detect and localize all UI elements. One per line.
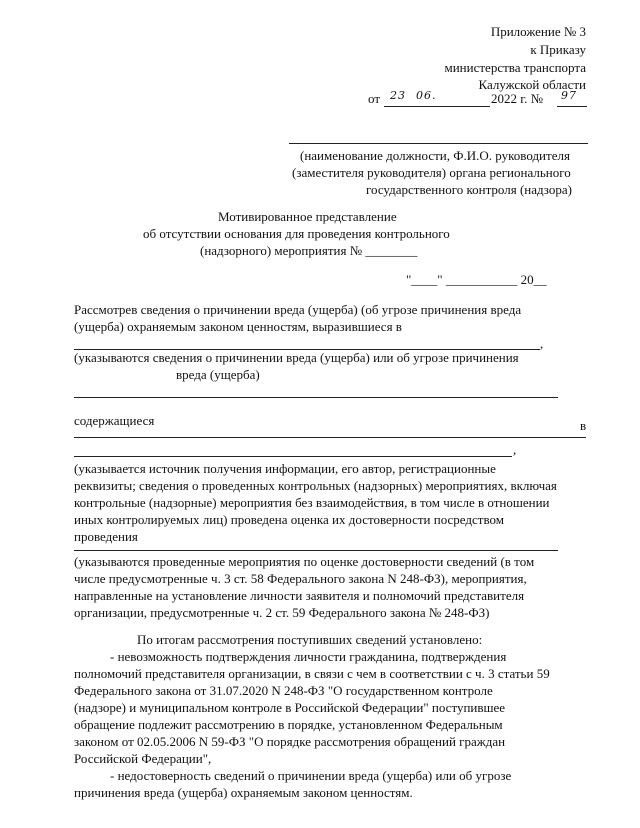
caption3-line1: (указываются проведенные мероприятия по оценке достоверности сведений (в том xyxy=(74,554,535,569)
caption3-line3: направленные на установление личности заявителя и полномочий представителя xyxy=(74,588,525,603)
fill-line-4 xyxy=(74,456,512,457)
comma-2: , xyxy=(513,442,517,457)
header-order: к Приказу xyxy=(530,42,586,57)
item1-line6: законом от 02.05.2006 N 59-ФЗ "О порядке рассмотрения обращений граждан xyxy=(74,734,506,749)
caption3-line2: числе предусмотренные ч. 3 ст. 58 Федерального закона N 248-ФЗ), мероприятия, xyxy=(74,571,527,586)
doc-title-3: (надзорного) мероприятия № ________ xyxy=(200,243,418,258)
number-underline xyxy=(557,106,587,107)
caption2-line4: иных контролируемых лиц) проведена оценка их достоверности посредством xyxy=(74,512,504,527)
caption2-line3: контрольные (надзорные) мероприятия без взаимодействия, в том числе в отношении xyxy=(74,495,550,510)
caption2-line1: (указывается источник получения информации, его автор, регистрационные xyxy=(74,461,496,476)
date-prefix: от xyxy=(368,91,381,106)
addressee-caption-2: (заместителя руководителя) органа регионального xyxy=(292,165,571,180)
item1-line5: обращение подлежит рассмотрению в порядке, установленном Федеральным xyxy=(74,717,503,732)
comma-1: , xyxy=(540,336,544,351)
contained-label: содержащиеся xyxy=(74,413,155,428)
doc-title-1: Мотивированное представление xyxy=(218,209,397,224)
fill-line-5 xyxy=(74,550,558,551)
addressee-caption-3: государственного контроля (надзора) xyxy=(366,182,572,197)
addressee-line xyxy=(289,143,588,144)
item1-line1: - невозможность подтверждения личности гражданина, подтверждения xyxy=(110,649,507,664)
findings-intro: По итогам рассмотрения поступивших сведений установлено: xyxy=(137,632,483,647)
item1-line2: полномочий представителя организации, в связи с чем в соответствии с ч. 3 статьи 59 xyxy=(74,666,550,681)
fill-line-2 xyxy=(74,397,558,398)
item2-line1: - недостоверность сведений о причинении вреда (ущерба) или об угрозе xyxy=(110,768,512,783)
item2-line2: причинения вреда (ущерба) охраняемым законом ценностям. xyxy=(74,785,413,800)
document-date-field: "____" ___________ 20__ xyxy=(406,272,547,287)
date-day-handwritten: 23 xyxy=(390,89,406,102)
item1-line4: (надзоре) и муниципальном контроле в Российской Федерации" поступившее xyxy=(74,700,506,715)
date-month-handwritten: 06. xyxy=(416,89,437,102)
order-number-handwritten: 97 xyxy=(561,89,577,102)
header-region: Калужской области xyxy=(478,77,586,92)
body-p1-line1: Рассмотрев сведения о причинении вреда (ущерба) (об угрозе причинения вреда xyxy=(74,302,522,317)
contained-v: в xyxy=(580,418,587,433)
date-year: 2022 г. № xyxy=(491,91,544,106)
header-ministry: министерства транспорта xyxy=(444,60,586,75)
caption2-line2: реквизиты; сведения о проведенных контрольных (надзорных) мероприятиях, включая xyxy=(74,478,557,493)
item1-line7: Российской Федерации", xyxy=(74,751,212,766)
header-appendix: Приложение № 3 xyxy=(490,24,586,39)
caption3-line4: организации, предусмотренные ч. 2 ст. 59 Федерального закона № 248-ФЗ) xyxy=(74,605,490,620)
date-underline xyxy=(384,106,490,107)
addressee-caption-1: (наименование должности, Ф.И.О. руководителя xyxy=(300,148,570,163)
doc-title-2: об отсутствии основания для проведения контрольного xyxy=(143,226,450,241)
fill-line-3 xyxy=(74,437,586,438)
caption1-line1: (указываются сведения о причинении вреда (ущерба) или об угрозе причинения xyxy=(74,350,519,365)
caption2-line5: проведения xyxy=(74,529,138,544)
body-p1-line2: (ущерба) охраняемым законом ценностям, выразившиеся в xyxy=(74,319,402,334)
caption1-line2: вреда (ущерба) xyxy=(176,367,260,382)
item1-line3: Федерального закона от 31.07.2020 N 248-ФЗ "О государственном контроле xyxy=(74,683,493,698)
